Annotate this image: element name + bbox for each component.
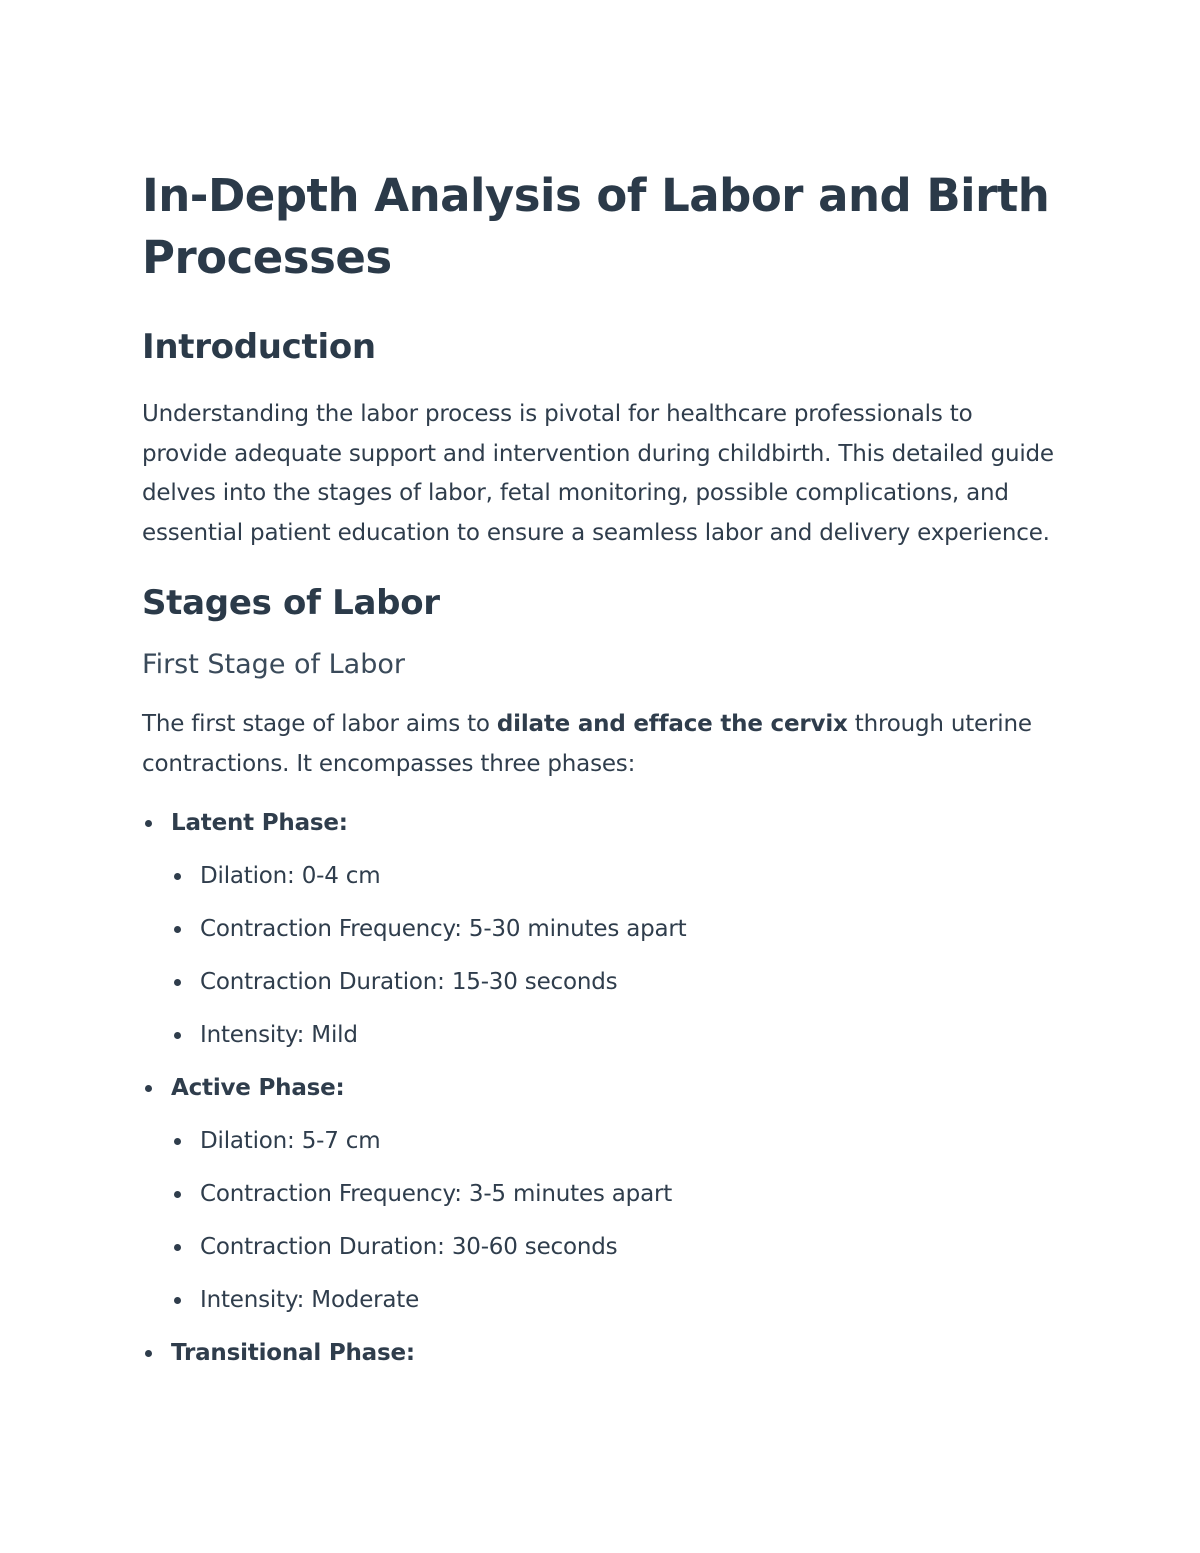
list-item [171, 1274, 1062, 1327]
phase-item-active [142, 1062, 1062, 1327]
first-stage-heading: First Stage of Labor [142, 649, 405, 680]
detail-text: Dilation: 5-7 cm [200, 1128, 381, 1154]
detail-text: Contraction Duration: 15-30 seconds [200, 969, 618, 995]
list-item [171, 903, 1062, 956]
phase-name: Transitional Phase: [171, 1340, 415, 1366]
first-stage-text-before: The first stage of labor aims to [142, 711, 497, 737]
stages-of-labor-heading: Stages of Labor [142, 583, 440, 623]
document-page [142, 165, 1062, 1380]
bullet-icon [174, 873, 181, 880]
bullet-icon [174, 1032, 181, 1039]
page-title: In-Depth Analysis of Labor and Birth Processes [142, 169, 1050, 284]
bullet-icon [174, 979, 181, 986]
first-stage-text-after: through uterine contractions. It encompasses three phases: [142, 711, 1032, 777]
phase-item-latent [142, 797, 1062, 1062]
list-item [171, 1115, 1062, 1168]
detail-text: Dilation: 0-4 cm [200, 863, 381, 889]
phase-name: Active Phase: [171, 1075, 345, 1101]
introduction-heading: Introduction [142, 327, 376, 367]
bullet-icon [145, 820, 152, 827]
phase-details-list [171, 1115, 1062, 1327]
bullet-icon [174, 926, 181, 933]
detail-text: Intensity: Moderate [200, 1287, 420, 1313]
detail-text: Contraction Duration: 30-60 seconds [200, 1234, 618, 1260]
bullet-icon [145, 1085, 152, 1092]
detail-text: Contraction Frequency: 3-5 minutes apart [200, 1181, 673, 1207]
bullet-icon [174, 1138, 181, 1145]
list-item [171, 850, 1062, 903]
bullet-icon [174, 1244, 181, 1251]
phase-details-list [171, 850, 1062, 1062]
detail-text: Intensity: Mild [200, 1022, 358, 1048]
list-item [171, 1168, 1062, 1221]
introduction-paragraph: Understanding the labor process is pivotal for healthcare professionals to provide adequate support and intervention during childbirth. This detailed guide delves into the stages of labor, fetal monitoring, possible complications, and essential patient education to ensure a seamless labor and delivery experience. [142, 401, 1054, 546]
first-stage-paragraph [142, 705, 1062, 784]
phase-item-transitional [142, 1327, 1062, 1380]
phase-name: Latent Phase: [171, 810, 348, 836]
detail-text: Contraction Frequency: 5-30 minutes apart [200, 916, 687, 942]
first-stage-text-bold: dilate and efface the cervix [496, 711, 848, 737]
phases-list [142, 797, 1062, 1380]
bullet-icon [174, 1297, 181, 1304]
list-item [171, 1009, 1062, 1062]
list-item [171, 1221, 1062, 1274]
list-item [171, 956, 1062, 1009]
bullet-icon [174, 1191, 181, 1198]
bullet-icon [145, 1350, 152, 1357]
